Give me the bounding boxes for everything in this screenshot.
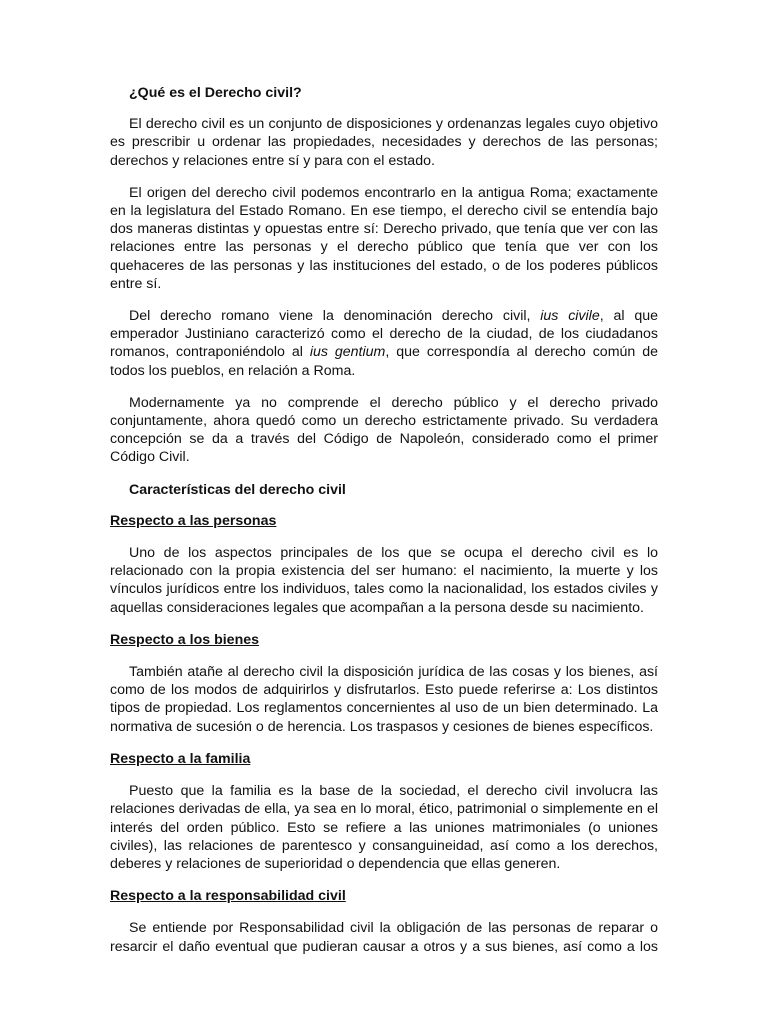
- section-body-persons: Uno de los aspectos principales de los que se ocupa el derecho civil es lo relacionado con la propia existencia del ser humano: el nacimiento, la muerte y los vínculos jurídicos entre los individuos, tales como la nacionalidad, los estados civiles y aquellas consideraciones legales que acompañan a la persona desde su nacimiento.: [110, 545, 658, 616]
- paragraph-definition: El derecho civil es un conjunto de disposiciones y ordenanzas legales cuyo objetivo es prescribir u ordenar las propiedades, necesidades y derechos de las personas; derechos y relaciones entre sí y para con el estado.: [110, 116, 658, 169]
- paragraph-roman-law: [110, 307, 658, 380]
- term-ius-gentium: ius gentium: [309, 344, 386, 361]
- document-title: ¿Qué es el Derecho civil?: [129, 85, 302, 101]
- term-ius-civile: ius civile: [540, 308, 600, 325]
- paragraph-origin: El origen del derecho civil podemos encontrarlo en la antigua Roma; exactamente en la legislatura del Estado Romano. En ese tiempo, el derecho civil se entendía bajo dos maneras distintas y opuestas entre sí: Derecho privado, que tenía que ver con las relaciones entre las personas y el derecho público que tenía que ver con los quehaceres de las personas y las instituciones del estado, o de los poderes públicos entre sí.: [110, 184, 658, 292]
- section-body-family: Puesto que la familia es la base de la sociedad, el derecho civil involucra las relaciones derivadas de ella, ya sea en lo moral, ético, patrimonial o simplemente en el interés del orden público. Esto se refiere a las uniones matrimoniales (o uniones civiles), las relaciones de parentesco y consanguineidad, así como a los derechos, deberes y relaciones de superioridad o dependencia que ellas generen.: [110, 783, 658, 872]
- characteristics-title: Características del derecho civil: [129, 481, 346, 498]
- section-body-civil-liability: Se entiende por Responsabilidad civil la obligación de las personas de reparar o resarcir el daño eventual que pudieran causar a otros y a sus bienes, así como a los: [110, 920, 658, 955]
- section-heading-family: Respecto a la familia: [110, 750, 251, 767]
- section-heading-civil-liability: Respecto a la responsabilidad civil: [110, 888, 346, 905]
- paragraph-modern: Modernamente ya no comprende el derecho público y el derecho privado conjuntamente, ahora quedó como un derecho estrictamente privado. Su verdadera concepción se da a través del Código de Napoleón, considerado como el primer Código Civil.: [110, 394, 658, 466]
- section-heading-persons: Respecto a las personas: [110, 512, 277, 529]
- section-body-goods: También atañe al derecho civil la disposición jurídica de las cosas y los bienes, así como de los modos de adquirirlos y disfrutarlos. Esto puede referirse a: Los distintos tipos de propiedad. Los reglamentos concernientes al uso de un bien determinado. La normativa de sucesión o de herencia. Los traspasos y cesiones de bienes específicos.: [110, 664, 658, 735]
- paragraph-roman-law-part-c: , que correspondía al derecho común de todos los pueblos, en relación a Roma.: [110, 344, 658, 379]
- section-heading-goods: Respecto a los bienes: [110, 631, 260, 648]
- paragraph-roman-law-part-b: , al que emperador Justiniano caracterizó como el derecho de la ciudad, de los ciudadanos romanos, contraponiéndolo al: [110, 308, 658, 361]
- paragraph-roman-law-part-a: Del derecho romano viene la denominación derecho civil,: [129, 308, 541, 325]
